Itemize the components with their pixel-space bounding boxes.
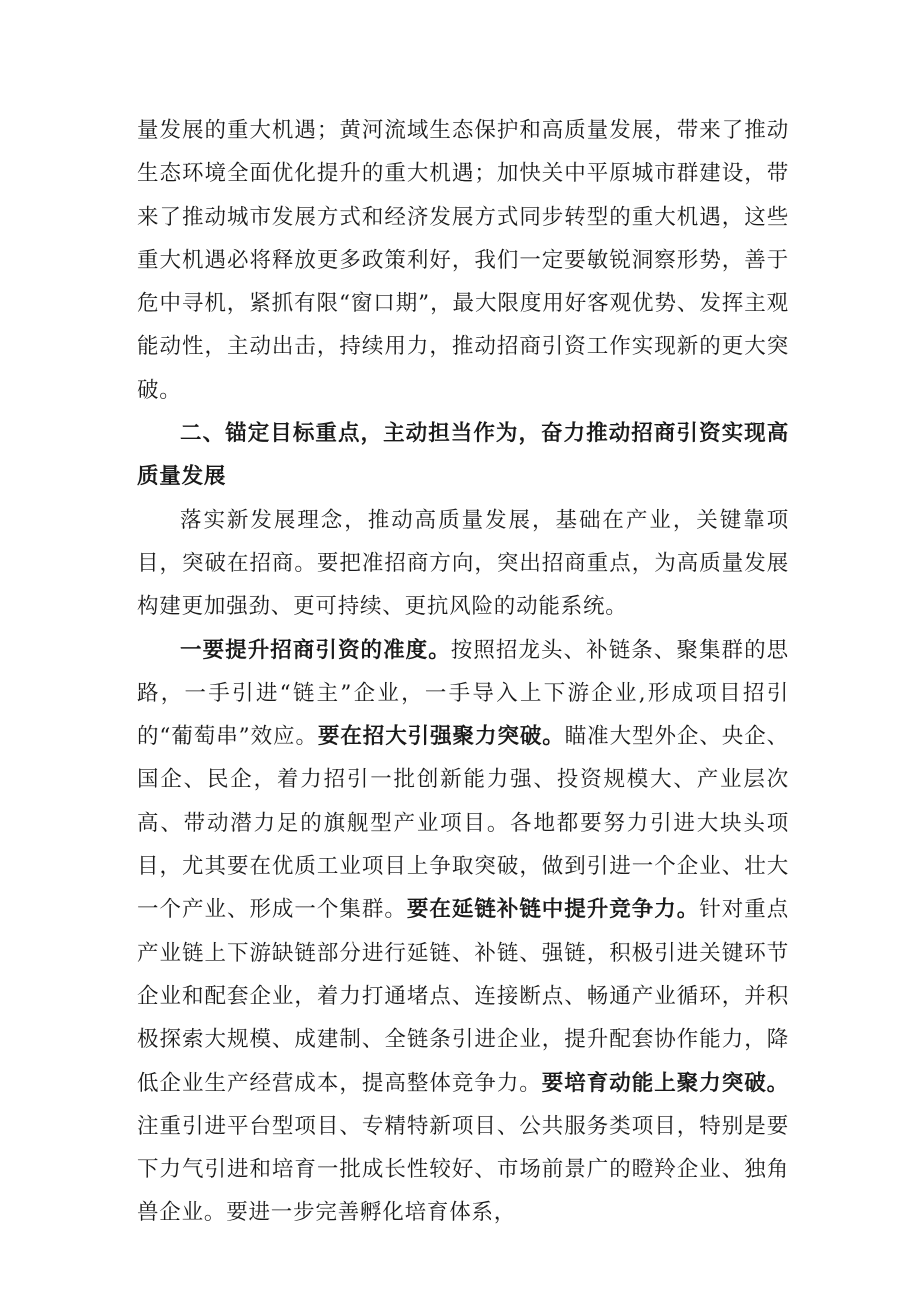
document-page xyxy=(137,109,789,1235)
bold-lead-precision: 一要提升招商引资的准度。 xyxy=(180,637,451,663)
text-segment: 按照招龙头、补链条、聚集群的思路，一手引进“链主”企业，一手导入上下游企业,形成项目招引的“葡萄串”效应。 xyxy=(137,637,789,750)
paragraph-precision xyxy=(137,629,789,1235)
paragraph-opportunities: 量发展的重大机遇；黄河流域生态保护和高质量发展，带来了推动生态环境全面优化提升的重大机遇；加快关中平原城市群建设，带来了推动城市发展方式和经济发展方式同步转型的重大机遇，这些重大机遇必将释放更多政策利好，我们一定要敏锐洞察形势，善于危中寻机，紧抓有限“窗口期”，最大限度用好客观优势、发挥主观能动性，主动出击，持续用力，推动招商引资工作实现新的更大突破。 xyxy=(137,118,789,403)
section-heading-2: 二、锚定目标重点，主动担当作为，奋力推动招商引资实现高质量发展 xyxy=(137,421,789,490)
paragraph-intro-section-2: 落实新发展理念，推动高质量发展，基础在产业，关键靠项目，突破在招商。要把准招商方向，突出招商重点，为高质量发展构建更加强劲、更可持续、更抗风险的动能系统。 xyxy=(137,507,789,620)
bold-lead-chain: 要在延链补链中提升竞争力。 xyxy=(406,897,700,923)
bold-lead-big-projects: 要在招大引强聚力突破。 xyxy=(317,724,565,750)
text-segment: 瞄准大型外企、央企、国企、民企，着力招引一批创新能力强、投资规模大、产业层次高、带动潜力足的旗舰型产业项目。各地都要努力引进大块头项目，尤其要在优质工业项目上争取突破，做到引进一个企业、壮大一个产业、形成一个集群。 xyxy=(137,724,789,923)
text-segment: 注重引进平台型项目、专精特新项目、公共服务类项目，特别是要下力气引进和培育一批成长性较好、市场前景广的瞪羚企业、独角兽企业。要进一步完善孵化培育体系， xyxy=(137,1113,789,1226)
bold-lead-momentum: 要培育动能上聚力突破。 xyxy=(541,1070,789,1096)
text-segment: 针对重点产业链上下游缺链部分进行延链、补链、强链，积极引进关键环节企业和配套企业，着力打通堵点、连接断点、畅通产业循环，并积极探索大规模、成建制、全链条引进企业，提升配套协作能力，降低企业生产经营成本，提高整体竞争力。 xyxy=(137,897,790,1096)
